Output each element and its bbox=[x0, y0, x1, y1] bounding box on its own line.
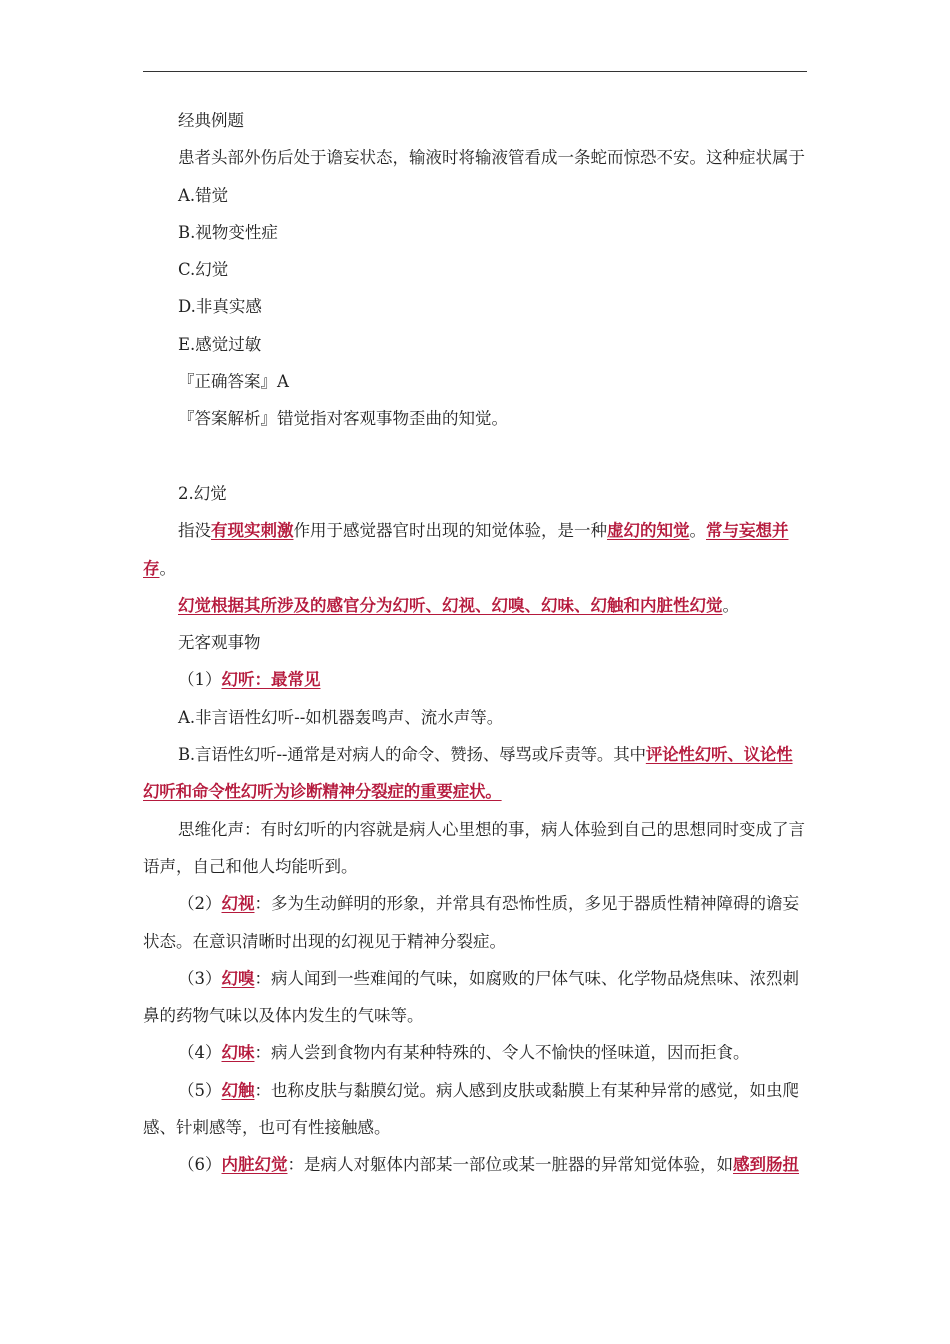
definition-highlight: 常与妄想并存 bbox=[143, 521, 789, 578]
item-term: 内脏幻觉 bbox=[221, 1155, 288, 1175]
item-number: （2） bbox=[178, 894, 222, 914]
blank-line bbox=[143, 438, 807, 475]
item-text: ：是病人对躯体内部某一部位或某一脏器的异常知觉体验，如 bbox=[287, 1155, 733, 1175]
option-e: E.感觉过敏 bbox=[178, 334, 262, 354]
item-term: 幻视 bbox=[221, 894, 255, 914]
verbal-text: B.言语性幻听--通常是对病人的命令、赞扬、辱骂或斥责等。其中 bbox=[178, 745, 646, 765]
verbal-auditory bbox=[143, 736, 807, 811]
definition-highlight: 虚幻的知觉 bbox=[607, 521, 690, 541]
item-term: 幻嗅 bbox=[221, 968, 255, 988]
item-text: ：多为生动鲜明的形象，并常具有恐怖性质，多见于器质性精神障碍的谵妄状态。在意识清晰时出现的幻视见于精神分裂症。 bbox=[143, 894, 799, 951]
item-highlight-tail: 感到肠扭 bbox=[733, 1155, 799, 1175]
item-number: （6） bbox=[178, 1155, 222, 1175]
classification-paragraph bbox=[143, 587, 807, 624]
definition-text: 指没 bbox=[178, 521, 211, 541]
item-gustatory bbox=[143, 1034, 807, 1071]
item-olfactory bbox=[143, 960, 807, 1035]
classification-highlight: 幻觉根据其所涉及的感官分为幻听、幻视、幻嗅、幻味、幻触和内脏性幻觉 bbox=[178, 595, 723, 615]
example-question: 患者头部外伤后处于谵妄状态，输液时将输液管看成一条蛇而惊恐不安。这种症状属于 bbox=[178, 148, 805, 168]
item-number: （1） bbox=[178, 670, 222, 690]
option-c: C.幻觉 bbox=[178, 260, 229, 280]
item-auditory bbox=[143, 661, 807, 698]
option-d: D.非真实感 bbox=[178, 297, 262, 317]
item-visual bbox=[143, 885, 807, 960]
definition-paragraph bbox=[143, 512, 807, 587]
no-object-note: 无客观事物 bbox=[178, 633, 261, 653]
definition-text: 。 bbox=[159, 558, 176, 578]
classification-end: 。 bbox=[722, 595, 739, 615]
item-term: 幻触 bbox=[221, 1080, 255, 1100]
definition-highlight: 有现实刺激 bbox=[211, 521, 294, 541]
option-b: B.视物变性症 bbox=[178, 222, 278, 242]
item-number: （5） bbox=[178, 1080, 222, 1100]
section-title: 2.幻觉 bbox=[178, 483, 227, 503]
item-term: 幻听：最常见 bbox=[221, 670, 321, 690]
item-visceral bbox=[143, 1146, 807, 1183]
item-tactile bbox=[143, 1072, 807, 1147]
document-body bbox=[143, 102, 807, 1184]
item-text: ：也称皮肤与黏膜幻觉。病人感到皮肤或黏膜上有某种异常的感觉，如虫爬感、针刺感等，也可有性接触感。 bbox=[143, 1080, 799, 1138]
item-term: 幻味 bbox=[221, 1043, 255, 1063]
answer-analysis: 『答案解析』错觉指对客观事物歪曲的知觉。 bbox=[178, 409, 508, 429]
verbal-highlight: 评论性幻听、议论性幻听和命令性幻听为诊断精神分裂症的重要症状。 bbox=[143, 745, 793, 802]
nonverbal-auditory: A.非言语性幻听--如机器轰鸣声、流水声等。 bbox=[178, 707, 504, 727]
item-text: ：病人闻到一些难闻的气味，如腐败的尸体气味、化学物品烧焦味、浓烈刺鼻的药物气味以及体内发生的气味等。 bbox=[143, 968, 799, 1026]
item-text: ：病人尝到食物内有某种特殊的、令人不愉快的怪味道，因而拒食。 bbox=[254, 1043, 750, 1063]
definition-text: 作用于感觉器官时出现的知觉体验，是一种 bbox=[293, 521, 607, 541]
item-number: （3） bbox=[178, 968, 222, 988]
option-a: A.错觉 bbox=[178, 185, 229, 205]
example-heading: 经典例题 bbox=[178, 111, 244, 130]
item-number: （4） bbox=[178, 1043, 222, 1063]
thought-echo: 思维化声：有时幻听的内容就是病人心里想的事，病人体验到自己的思想同时变成了言语声，自己和他人均能听到。 bbox=[143, 819, 805, 876]
header-rule bbox=[143, 71, 807, 72]
definition-text: 。 bbox=[689, 521, 706, 541]
correct-answer: 『正确答案』A bbox=[178, 372, 289, 392]
